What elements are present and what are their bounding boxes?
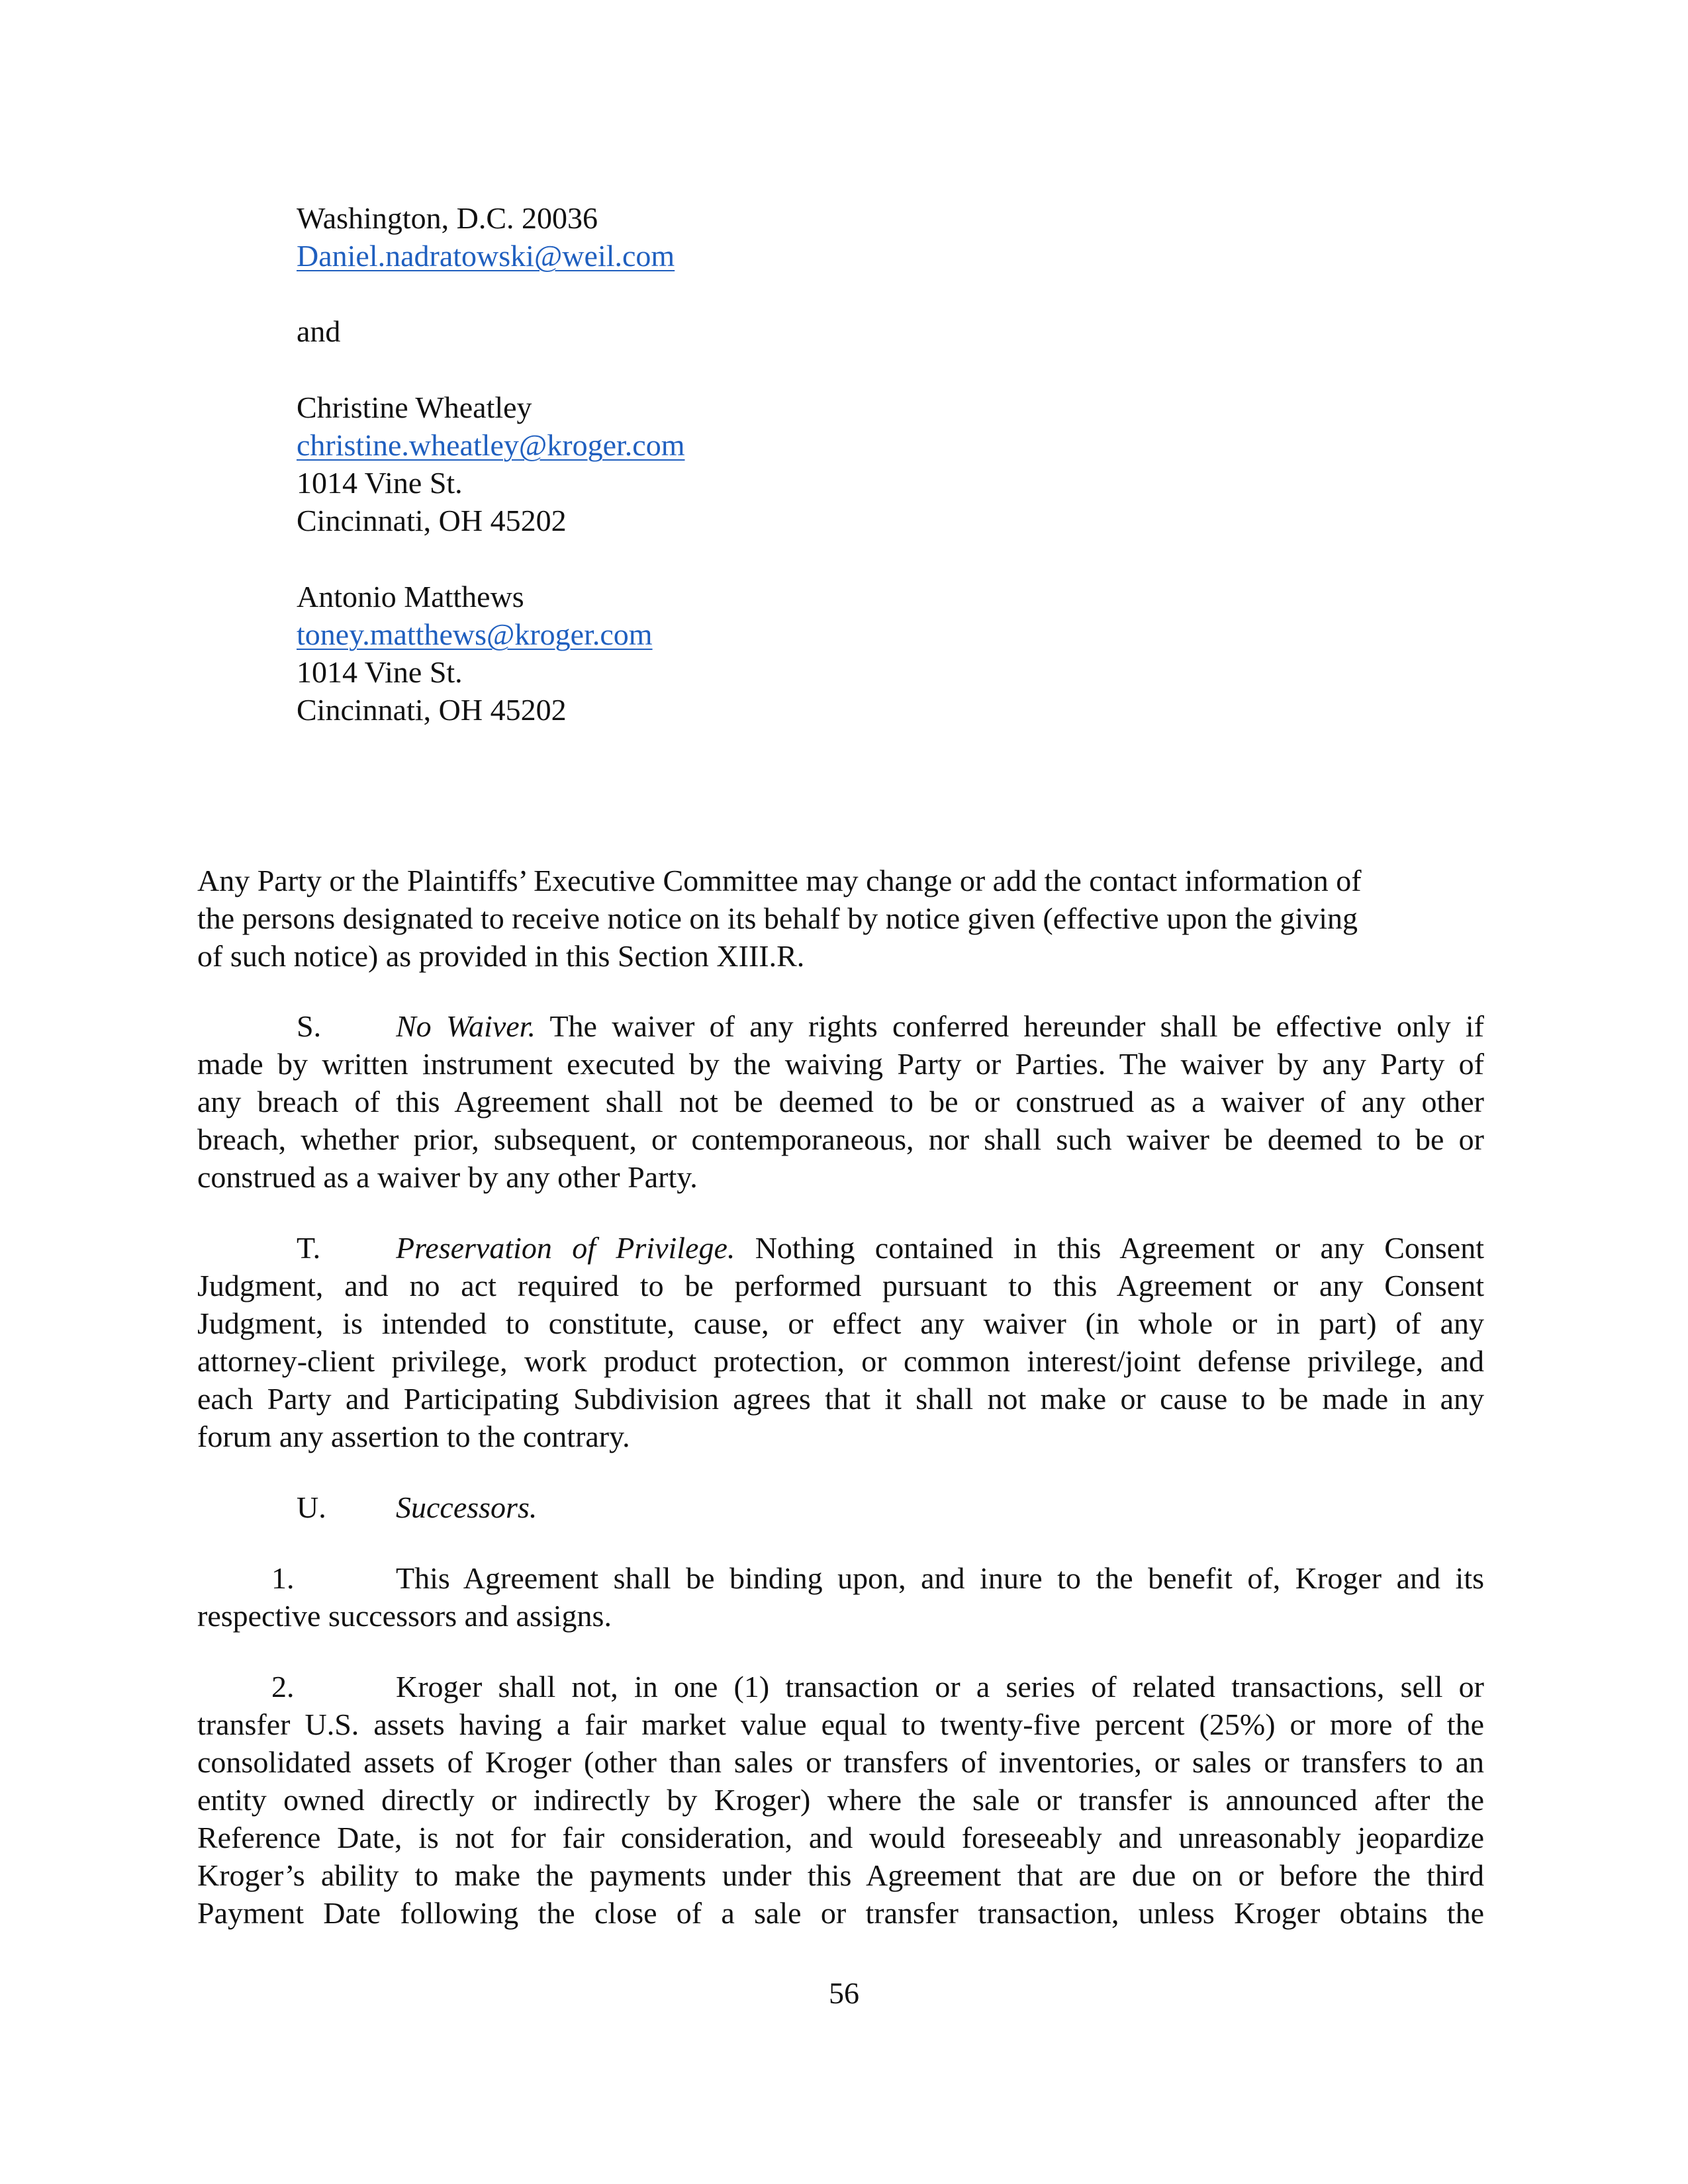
section-t-body	[197, 1267, 1484, 1455]
paragraph-line	[396, 1007, 1484, 1045]
item-1-body	[197, 1597, 1484, 1635]
paragraph-line: attorney-client privilege, work product protection, or common interest/joint defense privilege, and	[197, 1344, 1484, 1378]
item-2-first-line	[396, 1668, 1484, 1706]
section-title-no-waiver: No Waiver.	[396, 1009, 536, 1043]
paragraph-line: transfer U.S. assets having a fair market value equal to twenty-five percent (25%) or more of the	[197, 1707, 1484, 1741]
email-link-matthews[interactable]	[297, 616, 653, 653]
page-number: 56	[829, 1976, 859, 2010]
contact-name-wheatley: Christine Wheatley	[297, 390, 532, 424]
paragraph-line: This Agreement shall be binding upon, and inure to the benefit of, Kroger and its	[396, 1561, 1484, 1595]
email-link-text[interactable]: christine.wheatley@kroger.com	[297, 428, 685, 462]
paragraph-line: forum any assertion to the contrary.	[197, 1420, 630, 1453]
paragraph-line: Kroger shall not, in one (1) transaction or a series of related transactions, sell or	[396, 1670, 1484, 1704]
paragraph-line: Kroger’s ability to make the payments under this Agreement that are due on or before the third	[197, 1858, 1484, 1892]
section-s-first-line	[396, 1007, 1484, 1045]
paragraph-line: breach, whether prior, subsequent, or contemporaneous, nor shall such waiver be deemed to be or	[197, 1122, 1484, 1156]
paragraph-text: The waiver of any rights conferred hereunder shall be effective only if	[549, 1009, 1484, 1043]
email-link-text[interactable]: Daniel.nadratowski@weil.com	[297, 239, 675, 273]
contact-city: Cincinnati, OH 45202	[297, 693, 567, 727]
paragraph-line: each Party and Participating Subdivision agrees that it shall not make or cause to be made in any	[197, 1382, 1484, 1416]
email-link-daniel[interactable]	[297, 238, 675, 275]
paragraph-line: made by written instrument executed by the waiving Party or Parties. The waiver by any Party of	[197, 1047, 1484, 1081]
item-number-2: 2.	[271, 1670, 295, 1704]
contact-street: 1014 Vine St.	[297, 655, 463, 689]
paragraph-line: Payment Date following the close of a sale or transfer transaction, unless Kroger obtains the	[197, 1896, 1484, 1930]
paragraph-line: entity owned directly or indirectly by Kroger) where the sale or transfer is announced after the	[197, 1783, 1484, 1817]
section-s-body	[197, 1045, 1484, 1196]
email-link-text[interactable]: toney.matthews@kroger.com	[297, 617, 653, 651]
conjunction-text: and	[297, 314, 341, 348]
item-2-body	[197, 1706, 1484, 1932]
section-title-text: Successors.	[396, 1490, 538, 1524]
address-line-city: Washington, D.C. 20036	[297, 201, 598, 235]
paragraph-text: Nothing contained in this Agreement or any Consent	[755, 1231, 1484, 1265]
paragraph-line: construed as a waiver by any other Party.	[197, 1160, 698, 1194]
paragraph-line: of such notice) as provided in this Section XIII.R.	[197, 939, 805, 973]
paragraph-line: Judgment, is intended to constitute, cause, or effect any waiver (in whole or in part) of any	[197, 1306, 1484, 1340]
paragraph-line: respective successors and assigns.	[197, 1599, 612, 1633]
contact-name-matthews: Antonio Matthews	[297, 580, 524, 614]
paragraph-line: consolidated assets of Kroger (other than sales or transfers of inventories, or sales or transfers to an	[197, 1745, 1484, 1779]
section-t-first-line	[396, 1229, 1484, 1267]
paragraph-line: Any Party or the Plaintiffs’ Executive Committee may change or add the contact information of	[197, 864, 1362, 897]
change-notice-paragraph	[197, 862, 1484, 975]
section-letter-u: U.	[297, 1490, 326, 1524]
item-1-first-line	[396, 1559, 1484, 1597]
section-letter-t: T.	[297, 1231, 321, 1265]
paragraph-line: Judgment, and no act required to be performed pursuant to this Agreement or any Consent	[197, 1269, 1484, 1302]
email-link-wheatley[interactable]	[297, 427, 685, 464]
section-letter-s: S.	[297, 1009, 322, 1043]
contact-city: Cincinnati, OH 45202	[297, 504, 567, 537]
item-number-1: 1.	[271, 1561, 295, 1595]
paragraph-line	[396, 1229, 1484, 1267]
contact-street: 1014 Vine St.	[297, 466, 463, 500]
paragraph-line: any breach of this Agreement shall not be deemed to be or construed as a waiver of any other	[197, 1085, 1484, 1118]
paragraph-line: the persons designated to receive notice on its behalf by notice given (effective upon the giving	[197, 901, 1358, 935]
paragraph-line: Reference Date, is not for fair consideration, and would foreseeably and unreasonably jeopardize	[197, 1821, 1484, 1854]
section-title-successors	[396, 1488, 537, 1526]
section-title-preservation: Preservation of Privilege.	[396, 1231, 735, 1265]
